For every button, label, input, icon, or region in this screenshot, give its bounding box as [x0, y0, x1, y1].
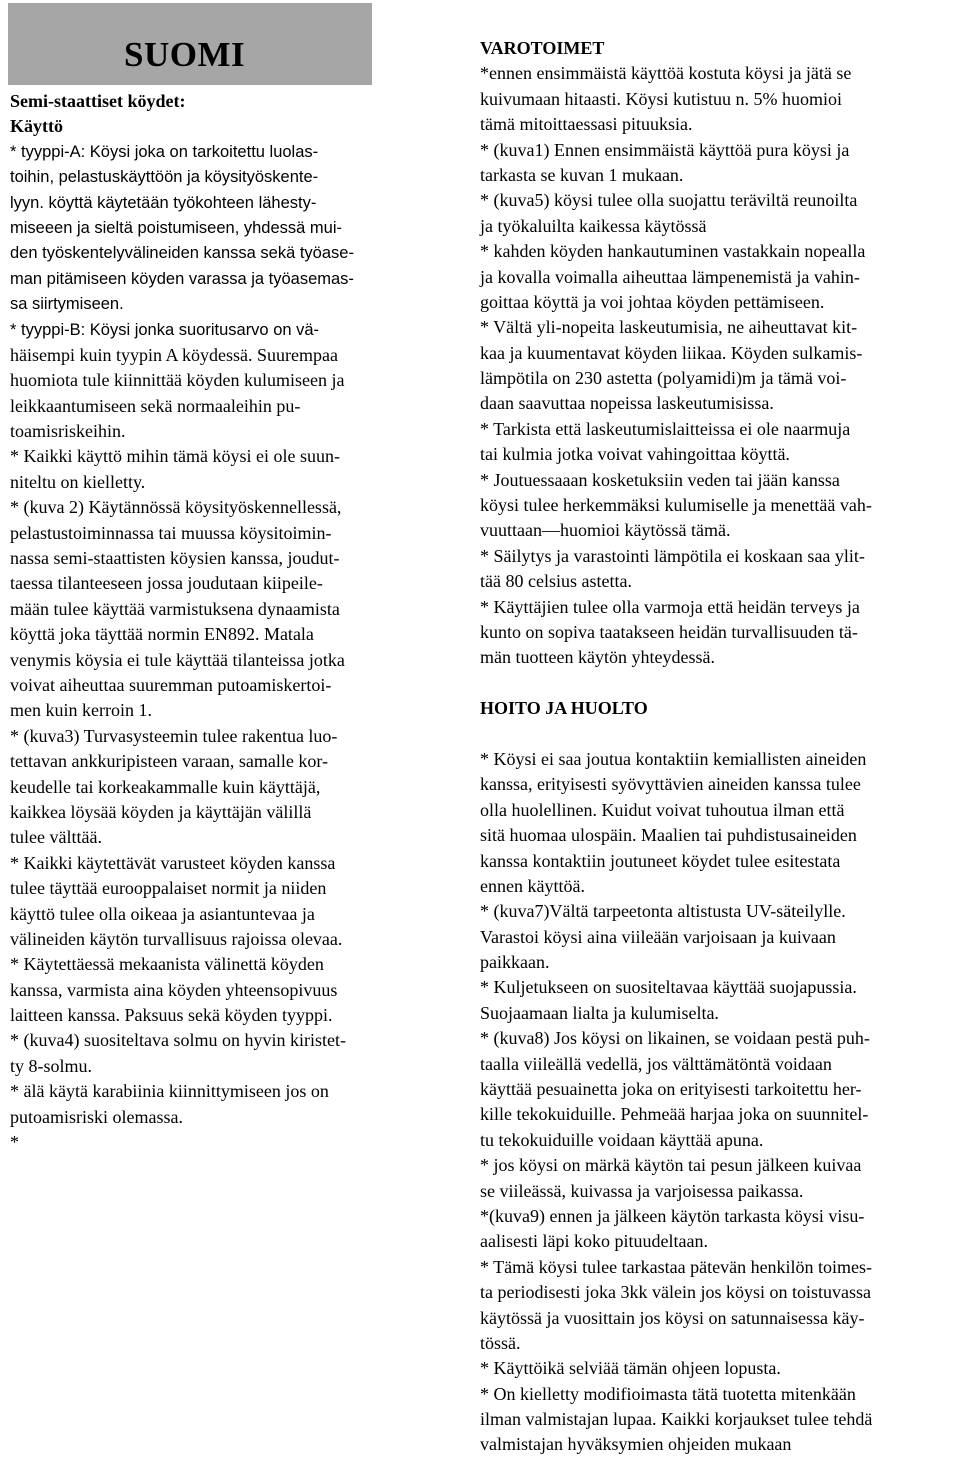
text-line: * (kuva4) suositeltava solmu on hyvin kiristet-: [10, 1030, 346, 1051]
text-line: * Joutuessaaan kosketuksiin veden tai jään kanssa: [480, 469, 840, 490]
text-line: * Vältä yli-nopeita laskeutumisia, ne aiheuttavat kit-: [480, 317, 858, 338]
text-line: * Köysi ei saa joutua kontaktiin kemiallisten aineiden: [480, 748, 867, 769]
text-line: paikkaan.: [480, 952, 550, 973]
section-heading: Käyttö: [10, 116, 63, 137]
text-line: valmistajan hyväksymien ohjeiden mukaan: [480, 1434, 792, 1455]
text-line: kaa ja kuumentavat köyden liikaa. Köyden sulkamis-: [480, 342, 863, 363]
text-line: putoamisriski olemassa.: [10, 1106, 183, 1127]
text-line: taessa tilanteeseen jossa joudutaan kiipeile-: [10, 573, 323, 594]
text-line: Varastoi köysi aina viileään varjoisaan ja kuivaan: [480, 926, 836, 947]
text-line: * tyyppi-A: Köysi joka on tarkoitettu luolas-: [10, 142, 319, 161]
text-line: kanssa, erityisesti syövyttävien aineiden kanssa tulee: [480, 774, 861, 795]
text-line: venymis köysia ei tule käyttää tilanteissa jotka: [10, 649, 345, 670]
text-line: mään tulee käyttää varmistuksena dynaamista: [10, 598, 340, 619]
text-line: kunto on sopiva taatakseen heidän turvallisuuden tä-: [480, 621, 858, 642]
text-line: välineiden käytön turvallisuus rajoissa olevaa.: [10, 928, 343, 949]
text-line: * (kuva3) Turvasysteemin tulee rakentua luo-: [10, 725, 338, 746]
text-line: tää 80 celsius astetta.: [480, 571, 632, 592]
text-line: käyttää pesuainetta joka on erityisesti tarkoitettu her-: [480, 1079, 862, 1100]
text-line: men kuin kerroin 1.: [10, 700, 152, 721]
text-line: lämpötila on 230 astetta (polyamidi)m ja tämä voi-: [480, 368, 847, 389]
text-line: * Käyttäjien tulee olla varmoja että heidän terveys ja: [480, 596, 860, 617]
text-line: nassa semi-staattisten köysien kanssa, joudut-: [10, 548, 340, 569]
text-line: * Kuljetukseen on suositeltavaa käyttää suojapussia.: [480, 977, 857, 998]
text-line: sa siirtymiseen.: [10, 295, 124, 314]
text-line: * (kuva5) köysi tulee olla suojattu teräviltä reunoilta: [480, 190, 858, 211]
text-line: daan saavuttaa nopeissa laskeutumisissa.: [480, 393, 774, 414]
text-line: tai kulmia jotka voivat vahingoittaa köyttä.: [480, 444, 790, 465]
text-line: köyttä joka täyttää normin EN892. Matala: [10, 624, 314, 645]
text-line: * On kielletty modifioimasta tätä tuotetta mitenkään: [480, 1383, 856, 1404]
text-line: * Säilytys ja varastointi lämpötila ei koskaan saa ylit-: [480, 545, 865, 566]
text-line: tulee täyttää eurooppalaiset normit ja niiden: [10, 878, 327, 899]
text-line: sitä huomaa ulospäin. Maalien tai puhdistusaineiden: [480, 825, 857, 846]
right-column: [480, 36, 950, 1458]
text-line: kille tekokuiduille. Pehmeää harjaa joka on suunnitel-: [480, 1104, 869, 1125]
text-line: * Tarkista että laskeutumislaitteissa ei ole naarmuja: [480, 418, 851, 439]
text-line: vuuttaan—huomioi käytössä tämä.: [480, 520, 731, 541]
text-line: * Kaikki käytettävät varusteet köyden kanssa: [10, 852, 336, 873]
text-line: ty 8-solmu.: [10, 1055, 93, 1076]
text-line: tulee välttää.: [10, 827, 102, 848]
text-line: Suojaamaan lialta ja kulumiselta.: [480, 1002, 719, 1023]
text-line: pelastustoiminnassa tai muussa köysitoimin-: [10, 522, 332, 543]
text-line: huomiota tule kiinnittää köyden kulumiseen ja: [10, 370, 345, 391]
text-line: toihin, pelastuskäyttöön ja köysityöskente-: [10, 168, 319, 187]
text-line: * Kaikki käyttö mihin tämä köysi ei ole suun-: [10, 446, 340, 467]
text-line: leikkaantumiseen sekä normaaleihin pu-: [10, 395, 301, 416]
section-heading: Semi-staattiset köydet:: [10, 91, 186, 111]
text-line: kuivumaan hitaasti. Köysi kutistuu n. 5% huomioi: [480, 88, 842, 109]
text-line: *(kuva9) ennen ja jälkeen käytön tarkasta köysi visu-: [480, 1205, 865, 1226]
text-line: voivat aiheuttaa suuremman putoamiskertoi-: [10, 674, 332, 695]
text-line: * (kuva7)Vältä tarpeetonta altistusta UV-säteilylle.: [480, 901, 846, 922]
text-line: * Käytettäessä mekaanista välinettä köyden: [10, 954, 324, 975]
text-line: ilman valmistajan lupaa. Kaikki korjaukset tulee tehdä: [480, 1409, 873, 1430]
text-line: den työskentelyvälineiden kanssa sekä työase-: [10, 244, 354, 263]
text-line: ennen käyttöä.: [480, 875, 585, 896]
text-line: tu tekokuiduille voidaan käyttää apuna.: [480, 1129, 764, 1150]
text-line: tämä mitoittaessasi pituuksia.: [480, 114, 693, 135]
text-line: kaikkea löysää köyden ja käyttäjän välillä: [10, 801, 312, 822]
text-line: goittaa köyttä ja voi johtaa köyden pettämiseen.: [480, 291, 825, 312]
text-line: *ennen ensimmäistä käyttöä kostuta köysi ja jätä se: [480, 63, 852, 84]
text-line: *: [10, 1132, 19, 1153]
paragraph-gap: [480, 671, 950, 696]
text-line: * (kuva8) Jos köysi on likainen, se voidaan pestä puh-: [480, 1028, 870, 1049]
text-line: ta periodisesti joka 3kk välein jos köysi on toistuvassa: [480, 1282, 871, 1303]
text-line: ja kovalla voimalla aiheuttaa lämpenemistä ja vahin-: [480, 266, 860, 287]
left-column: [10, 89, 422, 1155]
text-line: män tuotteen käytön yhteydessä.: [480, 647, 715, 668]
text-line: köysi tulee herkemmäksi kulumiselle ja menettää vah-: [480, 495, 872, 516]
text-line: taalla viileällä vedellä, jos välttämätöntä voidaan: [480, 1053, 832, 1074]
text-line: tettavan ankkuripisteen varaan, samalle kor-: [10, 751, 329, 772]
text-line: * Käyttöikä selviää tämän ohjeen lopusta.: [480, 1358, 781, 1379]
text-line: ja työkaluilta kaikessa käytössä: [480, 215, 707, 236]
text-line: * Tämä köysi tulee tarkastaa pätevän henkilön toimes-: [480, 1256, 873, 1277]
text-line: * (kuva1) Ennen ensimmäistä käyttöä pura köysi ja: [480, 139, 850, 160]
section-heading: HOITO JA HUOLTO: [480, 698, 648, 719]
text-line: aalisesti läpi koko pituudeltaan.: [480, 1231, 708, 1252]
text-line: kanssa kontaktiin joutuneet köydet tulee esitestata: [480, 850, 841, 871]
text-line: tarkasta se kuvan 1 mukaan.: [480, 164, 684, 185]
text-line: olla huolellinen. Kuidut voivat tuhoutua ilman että: [480, 799, 845, 820]
text-line: * tyyppi-B: Köysi jonka suoritusarvo on vä-: [10, 320, 320, 339]
text-line: * jos köysi on märkä käytön tai pesun jälkeen kuivaa: [480, 1155, 862, 1176]
page-title: SUOMI: [124, 35, 246, 74]
section-heading: VAROTOIMET: [480, 38, 605, 58]
text-line: lyyn. köyttä käytetään työkohteen lähesty-: [10, 193, 317, 212]
text-line: * älä käytä karabiinia kiinnittymiseen jos on: [10, 1081, 329, 1102]
text-line: häisempi kuin tyypin A köydessä. Suurempaa: [10, 344, 338, 365]
text-line: keudelle tai korkeakammalle kuin käyttäjä,: [10, 776, 321, 797]
text-line: * kahden köyden hankautuminen vastakkain nopealla: [480, 241, 866, 262]
text-line: laitteen kanssa. Paksuus sekä köyden tyyppi.: [10, 1005, 333, 1026]
text-line: kanssa, varmista aina köyden yhteensopivuus: [10, 979, 338, 1000]
paragraph-gap: [480, 722, 950, 747]
text-line: * (kuva 2) Käytännössä köysityöskennellessä,: [10, 497, 342, 518]
text-line: käytössä ja vuosittain jos köysi on satunnaisessa käy-: [480, 1307, 865, 1328]
text-line: man pitämiseen köyden varassa ja työasemas-: [10, 269, 354, 288]
text-line: niteltu on kielletty.: [10, 471, 146, 492]
text-line: toamisriskeihin.: [10, 421, 126, 442]
text-line: tössä.: [480, 1332, 521, 1353]
text-line: käyttö tulee olla oikeaa ja asiantuntevaa ja: [10, 903, 315, 924]
text-line: miseeen ja sieltä poistumiseen, yhdessä mui-: [10, 218, 342, 237]
language-header: [8, 3, 372, 85]
text-line: se viileässä, kuivassa ja varjoisessa paikassa.: [480, 1180, 804, 1201]
